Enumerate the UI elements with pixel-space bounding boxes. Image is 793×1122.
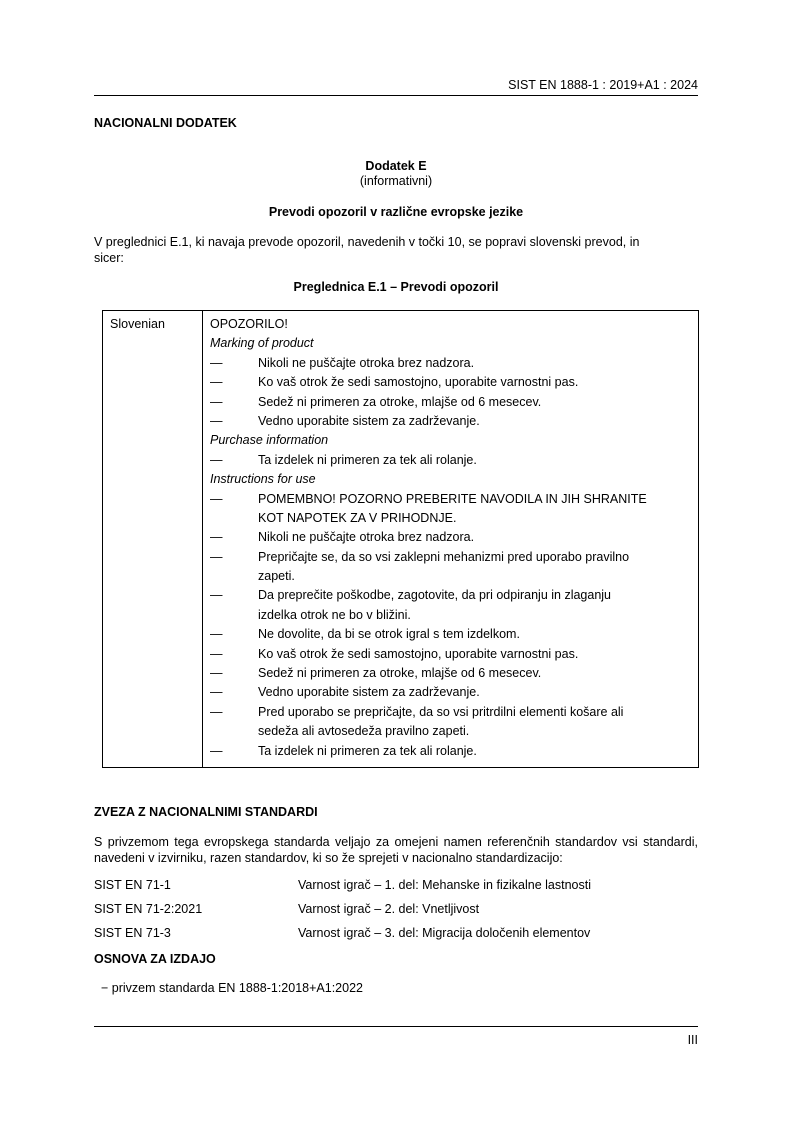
annex-intro-line-1: V preglednici E.1, ki navaja prevode opozoril, navedenih v točki 10, se popravi slovenski prevod, in bbox=[94, 235, 640, 249]
dash-bullet: — bbox=[210, 588, 223, 603]
basis-item: − privzem standarda EN 1888-1:2018+A1:2022 bbox=[101, 981, 363, 995]
annex-title: Dodatek E bbox=[365, 159, 427, 173]
list-item: — Pred uporabo se prepričajte, da so vsi pritrdilni elementi košare ali bbox=[210, 703, 698, 722]
annex-intro-line-2: sicer: bbox=[94, 251, 124, 265]
dash-bullet: — bbox=[210, 452, 223, 467]
table-row bbox=[103, 311, 699, 768]
footer-rule bbox=[94, 1026, 698, 1027]
language-cell: Slovenian bbox=[103, 311, 203, 768]
dash-bullet: — bbox=[210, 491, 223, 506]
list-item: — Nikoli ne puščajte otroka brez nadzora. bbox=[210, 354, 698, 373]
list-item: — Ne dovolite, da bi se otrok igral s tem izdelkom. bbox=[210, 625, 698, 644]
annex-subtitle: Prevodi opozoril v različne evropske jezike bbox=[268, 205, 524, 219]
list-item: — Ko vaš otrok že sedi samostojno, uporabite varnostni pas. bbox=[210, 373, 698, 392]
list-item-continuation: zapeti. bbox=[258, 569, 295, 584]
standard-code: SIST EN 71-2:2021 bbox=[94, 902, 203, 916]
section-marking-of-product: Marking of product bbox=[210, 336, 314, 351]
list-item: — Vedno uporabite sistem za zadrževanje. bbox=[210, 683, 698, 702]
dash-bullet: — bbox=[210, 743, 223, 758]
annex-intro bbox=[94, 234, 698, 266]
national-standards-text: S privzemom tega evropskega standarda veljajo za omejeni namen referenčnih standardov vsi standardi, navedeni v izvirniku, razen standardov, ki so že sprejeti v nacionalno standardizacijo: bbox=[94, 835, 698, 865]
dash-bullet: — bbox=[210, 627, 223, 642]
list-item-continuation: izdelka otrok ne bo v bližini. bbox=[258, 607, 411, 622]
list-item: — Da preprečite poškodbe, zagotovite, da pri odpiranju in zlaganju bbox=[210, 586, 698, 605]
list-item: — Ta izdelek ni primeren za tek ali rolanje. bbox=[210, 451, 698, 470]
national-standards-title: ZVEZA Z NACIONALNIMI STANDARDI bbox=[94, 805, 318, 819]
standard-code: SIST EN 71-1 bbox=[94, 878, 171, 892]
list-item: — Ta izdelek ni primeren za tek ali rolanje. bbox=[210, 742, 698, 761]
list-item: — POMEMBNO! POZORNO PREBERITE NAVODILA IN JIH SHRANITE bbox=[210, 490, 698, 509]
list-item-continuation: sedeža ali avtosedeža pravilno zapeti. bbox=[258, 724, 470, 739]
list-item: — Vedno uporabite sistem za zadrževanje. bbox=[210, 412, 698, 431]
dash-bullet: — bbox=[210, 413, 223, 428]
list-item: — Sedež ni primeren za otroke, mlajše od 6 mesecev. bbox=[210, 393, 698, 412]
document-standard-id: SIST EN 1888-1 : 2019+A1 : 2024 bbox=[508, 78, 698, 92]
standard-description: Varnost igrač – 1. del: Mehanske in fizikalne lastnosti bbox=[298, 878, 591, 892]
list-item: — Nikoli ne puščajte otroka brez nadzora. bbox=[210, 528, 698, 547]
dash-bullet: — bbox=[210, 704, 223, 719]
dash-bullet: — bbox=[210, 375, 223, 390]
dash-bullet: — bbox=[210, 355, 223, 370]
list-item: — Prepričajte se, da so vsi zaklepni mehanizmi pred uporabo pravilno bbox=[210, 548, 698, 567]
annex-type: (informativni) bbox=[359, 174, 433, 188]
list-item: — Ko vaš otrok že sedi samostojno, uporabite varnostni pas. bbox=[210, 645, 698, 664]
standard-description: Varnost igrač – 2. del: Vnetljivost bbox=[298, 902, 480, 916]
list-item-continuation: KOT NAPOTEK ZA V PRIHODNJE. bbox=[258, 510, 457, 525]
dash-bullet: — bbox=[210, 646, 223, 661]
header-rule bbox=[94, 95, 698, 96]
standard-description: Varnost igrač – 3. del: Migracija določenih elementov bbox=[298, 926, 591, 940]
dash-bullet: — bbox=[210, 666, 223, 681]
national-annex-title: NACIONALNI DODATEK bbox=[94, 116, 237, 130]
list-item: — Sedež ni primeren za otroke, mlajše od 6 mesecev. bbox=[210, 664, 698, 683]
warning-heading: OPOZORILO! bbox=[210, 317, 288, 331]
standard-code: SIST EN 71-3 bbox=[94, 926, 171, 940]
page-number: III bbox=[687, 1033, 698, 1047]
section-purchase-information: Purchase information bbox=[210, 433, 329, 448]
dash-bullet: — bbox=[210, 394, 223, 409]
basis-title: OSNOVA ZA IZDAJO bbox=[94, 952, 216, 966]
dash-bullet: — bbox=[210, 685, 223, 700]
section-instructions-for-use: Instructions for use bbox=[210, 472, 316, 487]
dash-bullet: — bbox=[210, 530, 223, 545]
warnings-cell bbox=[203, 311, 699, 768]
table-caption: Preglednica E.1 – Prevodi opozoril bbox=[293, 280, 499, 294]
dash-bullet: — bbox=[210, 549, 223, 564]
warnings-table bbox=[102, 310, 699, 768]
